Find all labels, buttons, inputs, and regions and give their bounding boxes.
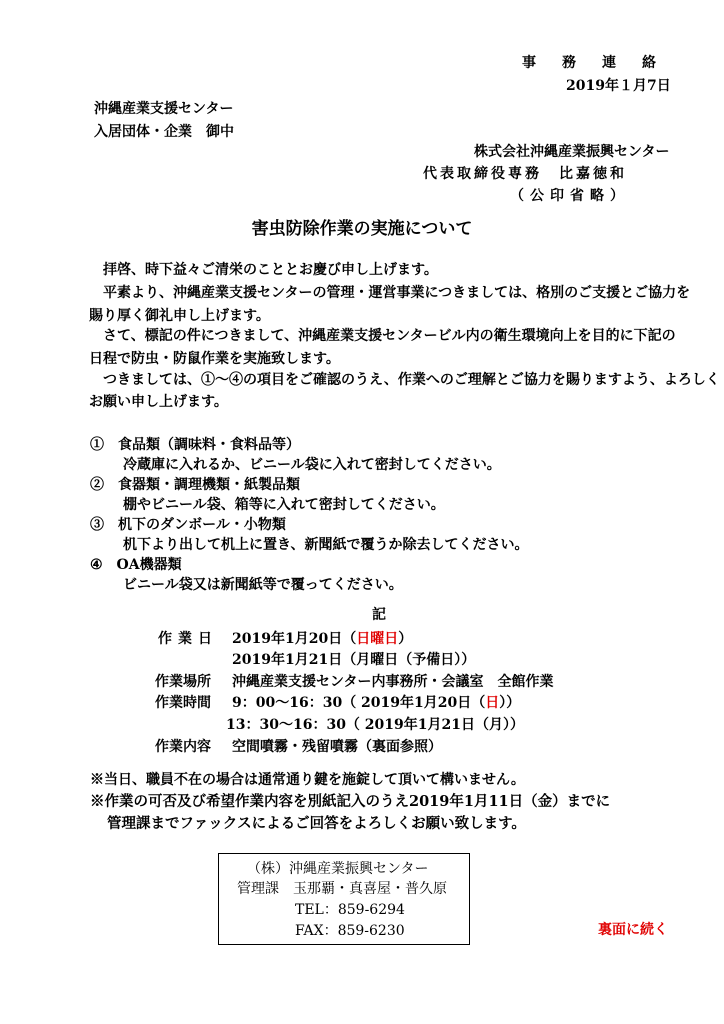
work-date-1 [232, 630, 412, 648]
work-date-1-close: ） [398, 631, 413, 647]
continued-on-back-note: 裏面に続く [598, 922, 668, 938]
contact-tel: TEL：859-6294 [295, 902, 405, 918]
work-date-label: 作業日 [158, 631, 218, 647]
work-time-1-close: ）） [499, 695, 521, 711]
work-place: 沖縄産業支援センター内事務所・会議室 全館作業 [232, 674, 554, 690]
contact-fax: FAX：859-6230 [295, 923, 405, 939]
item-2-detail: 棚やビニール袋、箱等に入れて密封してください。 [123, 497, 445, 513]
contact-box [218, 853, 470, 945]
item-1-head: ① 食品類（調味料・食料品等） [90, 437, 300, 453]
body-paragraph-3a: つきましては、①～④の項目をご確認のうえ、作業へのご理解とご協力を賜りますよう、よろしく [103, 372, 720, 388]
page-title: 害虫防除作業の実施について [251, 219, 473, 239]
contact-department: 管理課 玉那覇・真喜屋・普久原 [237, 881, 447, 897]
work-time-2: 13：30～16：30（ 2019年1月21日（月）） [226, 717, 524, 733]
body-paragraph-1b: 賜り厚く御礼申し上げます。 [89, 308, 270, 324]
work-content: 空間噴霧・残留噴霧（裏面参照） [232, 739, 442, 755]
document-type-label: 事務連絡 [522, 55, 682, 71]
sender-company: 株式会社沖縄産業振興センター [474, 144, 670, 160]
ki-label: 記 [372, 607, 386, 623]
addressee-line-2: 入居団体・企業 御中 [94, 124, 234, 140]
addressee-line-1: 沖縄産業支援センター [94, 101, 234, 117]
item-4-head: ④ OA機器類 [90, 557, 182, 573]
work-date-1-weekday: 日曜日 [356, 631, 399, 647]
work-time-1 [232, 694, 520, 712]
seal-omitted-note: （公印省略） [510, 188, 630, 204]
document-date: 2019年１月7日 [566, 78, 671, 94]
contact-company: （株）沖縄産業振興センター [247, 861, 429, 877]
item-3-head: ③ 机下のダンボール・小物類 [90, 517, 286, 533]
item-4-detail: ビニール袋又は新聞紙等で覆ってください。 [123, 577, 403, 593]
note-reply-line-2: 管理課までファックスによるご回答をよろしくお願い致します。 [107, 815, 526, 832]
body-paragraph-3b: お願い申し上げます。 [89, 394, 228, 410]
work-date-1-text: 2019年1月20日（ [232, 631, 357, 647]
item-2-head: ② 食器類・調理機類・紙製品類 [90, 477, 300, 493]
work-content-label: 作業内容 [155, 739, 211, 755]
body-paragraph-2a: さて、標記の件につきまして、沖縄産業支援センタービル内の衛生環境向上を目的に下記の [103, 328, 676, 344]
work-time-1-text: 9：00～16：30（ 2019年1月20日（ [232, 695, 486, 711]
work-time-1-weekday: 日 [485, 695, 500, 711]
body-paragraph-1a: 平素より、沖縄産業支援センターの管理・運営事業につきましては、格別のご支援とご協力を [103, 285, 691, 301]
work-date-2: 2019年1月21日（月曜日（予備日）） [232, 652, 476, 668]
sender-person: 代表取締役専務 比嘉徳和 [423, 166, 627, 182]
greeting-paragraph: 拝啓、時下益々ご清栄のこととお慶び申し上げます。 [103, 262, 438, 278]
note-unattended: ※当日、職員不在の場合は通常通り鍵を施錠して頂いて構いません。 [90, 772, 525, 788]
work-time-label: 作業時間 [155, 695, 211, 711]
body-paragraph-2b: 日程で防虫・防鼠作業を実施致します。 [89, 351, 340, 367]
note-reply-line-1: ※作業の可否及び希望作業内容を別紙記入のうえ2019年1月11日（金）までに [90, 793, 611, 810]
item-1-detail: 冷蔵庫に入れるか、ビニール袋に入れて密封してください。 [123, 457, 501, 473]
item-3-detail: 机下より出して机上に置き、新聞紙で覆うか除去してください。 [123, 537, 529, 553]
work-place-label: 作業場所 [155, 674, 211, 690]
